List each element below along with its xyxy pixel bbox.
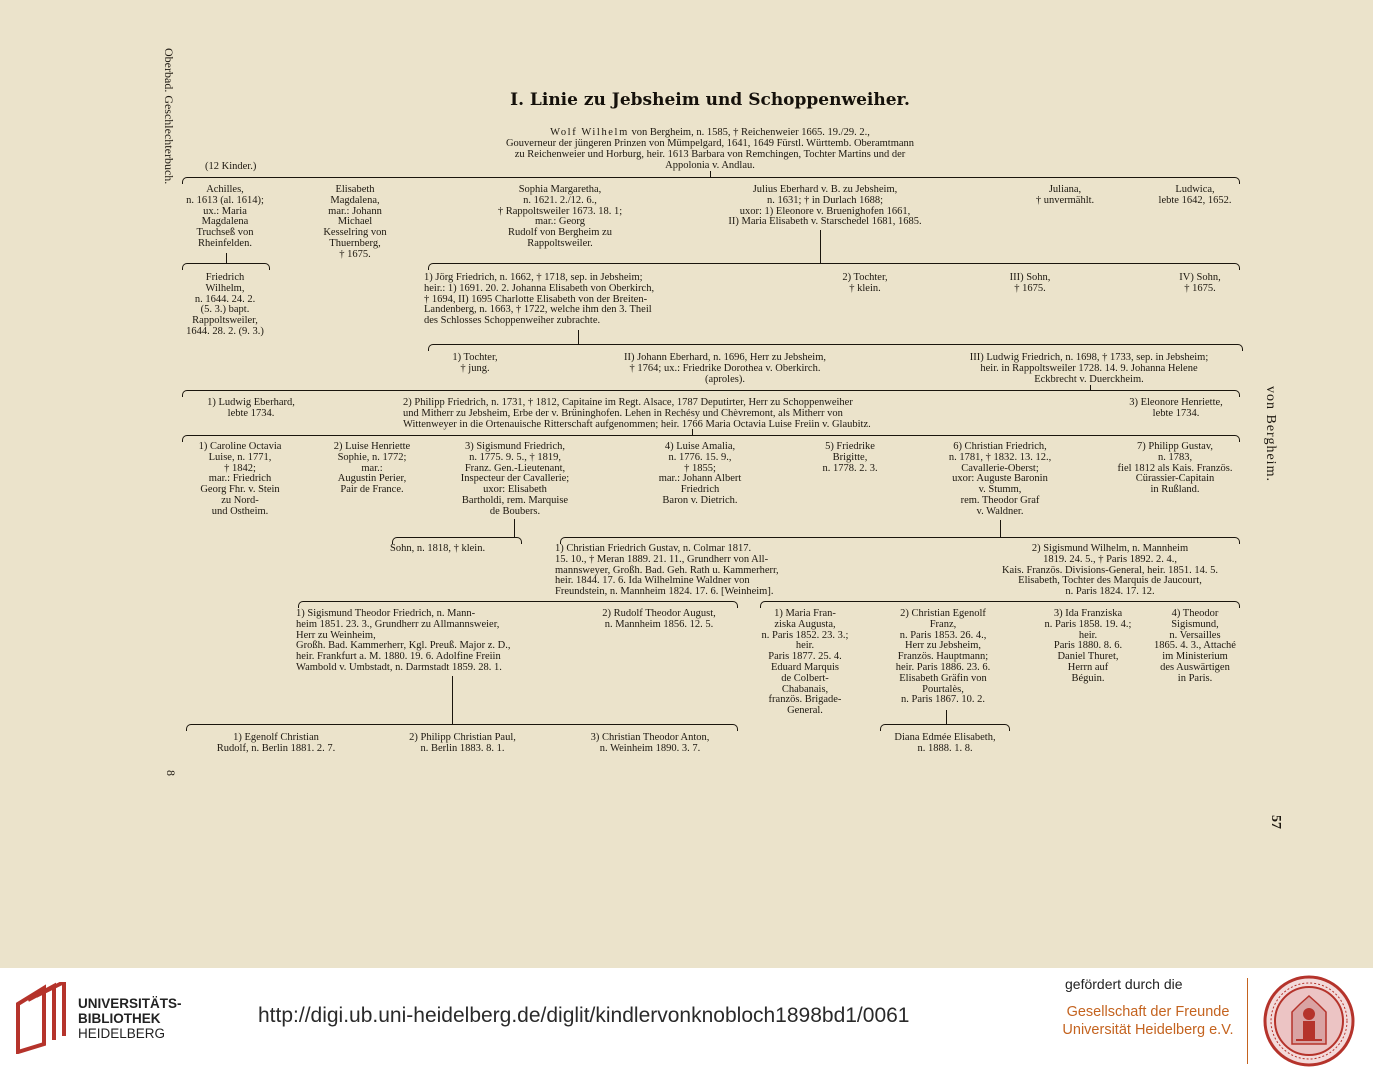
text-line: de Colbert- <box>781 672 829 684</box>
text-line: (aproles). <box>705 373 745 385</box>
bracket-gen2-left <box>182 263 270 270</box>
text-line: in Rußland. <box>1150 484 1200 496</box>
text-line: Truchseß von <box>196 227 254 239</box>
text-line: 1) Egenolf Christian <box>233 732 319 743</box>
text-line: † 1855; <box>684 462 716 474</box>
person-tochter-gen2 <box>815 273 915 295</box>
text-line: n. Paris 1852. 23. 3.; <box>761 629 849 641</box>
footer-divider <box>1247 978 1248 1064</box>
text-line: Augustin Perier, <box>337 473 407 485</box>
text-line: mar.: <box>361 462 383 474</box>
person-christian-theodor-anton <box>558 733 742 755</box>
text-line: 5) Friedrike <box>825 441 875 452</box>
text-line: de Boubers. <box>489 505 541 517</box>
text-line: n. 1781, † 1832. 13. 12., <box>948 451 1052 463</box>
text-line: II) Johann Eberhard, n. 1696, Herr zu Jebsheim, <box>623 352 827 363</box>
text-line: n. Versailles <box>1169 629 1221 641</box>
text-line: heir. 1844. 17. 6. Ida Wilhelmine Waldner von <box>555 575 750 587</box>
text-line: Diana Edmée Elisabeth, <box>894 732 996 743</box>
text-line: † 1694, II) 1695 Charlotte Elisabeth von der Breiten- <box>424 293 648 305</box>
text-line: Ludwica, <box>1175 184 1215 195</box>
text-line: Großh. Bad. Kammerherr, Kgl. Preuß. Major z. D., <box>296 640 511 652</box>
university-seal-icon <box>1262 974 1356 1068</box>
text-line: 3) Ida Franziska <box>1053 608 1123 619</box>
text-line: Freundstein, n. Mannheim 1824. 17. 6. [Weinheim]. <box>555 586 774 598</box>
text-line: Elisabeth, Tochter des Marquis de Jaucourt, <box>1018 575 1202 587</box>
permalink-url[interactable]: http://digi.ub.uni-heidelberg.de/diglit/kindlervonknobloch1898bd1/0061 <box>258 1004 910 1027</box>
text-line: in Paris. <box>1177 672 1213 684</box>
text-line: 2) Sigismund Wilhelm, n. Mannheim <box>1031 543 1189 554</box>
text-line: Wambold v. Umbstadt, n. Darmstadt 1859. 28. 1. <box>296 661 502 673</box>
person-ludwica <box>1140 185 1250 207</box>
connector <box>578 330 579 344</box>
person-sohn-iv <box>1150 273 1250 295</box>
text-line: Rudolf von Bergheim zu <box>508 227 612 239</box>
text-line: 1) Jörg Friedrich, n. 1662, † 1718, sep. in Jebsheim; <box>424 272 643 283</box>
connector <box>226 253 227 263</box>
person-achilles <box>165 185 285 250</box>
text-line: Rheinfelden. <box>198 237 252 249</box>
connector <box>946 710 947 724</box>
text-line: mar.: Georg <box>535 216 585 228</box>
text-line: 3) Eleonore Henriette, <box>1129 397 1223 408</box>
text-line: Cürassier-Capitain <box>1135 473 1215 485</box>
library-name-line-2: BIBLIOTHEK <box>78 1011 161 1026</box>
text-line: Béguin. <box>1071 672 1105 684</box>
text-line: n. Weinheim 1890. 3. 7. <box>599 742 701 754</box>
text-line: Sophia Margaretha, <box>518 184 602 195</box>
text-line: n. 1783, <box>1157 451 1193 463</box>
text-line: 3) Christian Theodor Anton, <box>590 732 710 743</box>
text-line: II) Maria Elisabeth v. Starschedel 1681, 1685. <box>728 216 922 228</box>
text-line: 4) Theodor <box>1171 608 1219 619</box>
text-line: 1819. 24. 5., † Paris 1892. 2. 4., <box>1043 553 1177 565</box>
connector <box>820 230 821 263</box>
text-line: n. 1776. 15. 9., <box>668 451 732 463</box>
text-line: 1) Caroline Octavia <box>198 441 282 452</box>
connector <box>1000 520 1001 537</box>
text-line: n. 1613 (al. 1614); <box>186 194 264 206</box>
text-line: Pair de France. <box>340 484 404 496</box>
text-line: † Rappoltsweiler 1673. 18. 1; <box>497 205 623 217</box>
person-luise-amalia <box>630 442 770 507</box>
right-running-head: von Bergheim. <box>1263 386 1278 482</box>
person-diana-edmee <box>870 733 1020 755</box>
text-line: Eckbrecht v. Duerckheim. <box>1034 373 1144 385</box>
bracket-gen3 <box>428 344 1243 351</box>
library-logo-icon <box>14 982 70 1054</box>
text-line: heir. <box>795 640 815 652</box>
bracket-gen2-right <box>428 263 1240 270</box>
bracket-gen8-left <box>186 724 738 731</box>
left-running-head: Oberbad. Geschlechterbuch. <box>162 48 176 185</box>
text-line: v. Stumm, <box>978 484 1022 496</box>
person-christian-egenolf <box>868 609 1018 706</box>
person-rudolf-theodor-august <box>578 609 740 631</box>
text-line: Achilles, <box>206 184 244 195</box>
text-line: n. Paris 1853. 26. 4., <box>899 629 987 641</box>
text-line: Elisabeth Gräfin von <box>899 672 987 684</box>
text-line: III) Sohn, <box>1009 272 1051 283</box>
text-line: uxor: 1) Eleonore v. Bruenighofen 1661, <box>739 205 911 217</box>
text-line: Julius Eberhard v. B. zu Jebsheim, <box>752 184 898 195</box>
text-line: † 1675. <box>1184 282 1216 294</box>
person-theodor-sigismund <box>1140 609 1250 685</box>
text-line: 2) Luise Henriette <box>333 441 411 452</box>
person-sigismund-theodor-friedrich <box>296 609 511 674</box>
library-name-line-3: HEIDELBERG <box>78 1026 166 1041</box>
sponsor-line-2: Universität Heidelberg e.V. <box>1062 1022 1234 1038</box>
text-line: Paris 1880. 8. 6. <box>1053 640 1123 652</box>
person-egenolf-christian <box>186 733 366 755</box>
page-number: 57 <box>1268 815 1283 829</box>
person-sohn-iii <box>980 273 1080 295</box>
text-line: Cavallerie-Oberst; <box>961 462 1039 474</box>
text-line: des Schlosses Schoppenweiher zubrachte. <box>424 315 601 327</box>
text-line: Franz, <box>929 618 957 630</box>
text-line: n. 1621. 2./12. 6., <box>523 194 597 206</box>
text-line: Brigitte, <box>832 451 868 463</box>
text-line: ziska Augusta, <box>774 618 836 630</box>
progenitor-name: Wolf Wilhelm <box>550 127 629 138</box>
person-philipp-christian-paul <box>380 733 545 755</box>
text-line: 1) Ludwig Eberhard, <box>207 397 295 408</box>
text-line: 1) Christian Friedrich Gustav, n. Colmar 1817. <box>555 543 752 554</box>
person-elisabeth-magdalena <box>296 185 414 261</box>
progenitor-line-2: Gouverneur der jüngeren Prinzen von Mümpelgard, 1641, 1649 Fürstl. Württemb. Oberamtmann <box>505 138 915 149</box>
text-line: 7) Philipp Gustav, <box>1136 441 1214 452</box>
text-line: Chabanais, <box>781 683 829 695</box>
text-line: und Ostheim. <box>211 505 269 517</box>
text-line: 4) Luise Amalia, <box>664 441 736 452</box>
text-line: Inspecteur der Cavallerie; <box>460 473 570 485</box>
text-line: n. 1778. 2. 3. <box>822 462 878 474</box>
text-line: v. Waldner. <box>976 505 1024 517</box>
text-line: IV) Sohn, <box>1179 272 1221 283</box>
text-line: mar.: Johann <box>328 205 382 217</box>
text-line: n. 1888. 1. 8. <box>917 742 973 754</box>
text-line: Rappoltsweiler. <box>527 237 593 249</box>
text-line: n. Paris 1824. 17. 12. <box>1065 586 1155 598</box>
text-line: Paris 1877. 25. 4. <box>768 651 842 663</box>
text-line: † 1764; ux.: Friedrike Dorothea v. Oberkirch. <box>629 362 821 374</box>
text-line: Wilhelm, <box>205 282 245 294</box>
person-christian-friedrich <box>920 442 1080 518</box>
text-line: 3) Sigismund Friedrich, <box>464 441 566 452</box>
text-line: Bartholdi, rem. Marquise <box>461 494 569 506</box>
person-friedrike-brigitte <box>795 442 905 474</box>
text-line: n. 1775. 9. 5., † 1819, <box>469 451 561 463</box>
text-line: Herr zu Jebsheim, <box>904 640 982 652</box>
person-luise-henriette <box>312 442 432 496</box>
progenitor-line-3: zu Reichenweier und Horburg, heir. 1613 Barbara von Remchingen, Tochter Martins und der <box>514 149 906 160</box>
person-julius-eberhard <box>680 185 970 228</box>
text-line: heir. Frankfurt a. M. 1880. 19. 6. Adolfine Freiin <box>296 651 501 663</box>
text-line: Sophie, n. 1772; <box>337 451 407 463</box>
text-line: Luise, n. 1771, <box>208 451 272 463</box>
text-line: zu Nord- <box>221 494 259 506</box>
text-line: n. 1631; † in Durlach 1688; <box>766 194 884 206</box>
text-line: 2) Rudolf Theodor August, <box>602 608 716 619</box>
person-tochter-gen3 <box>430 353 520 375</box>
text-line: III) Ludwig Friedrich, n. 1698, † 1733, sep. in Jebsheim; <box>969 352 1209 363</box>
sponsor-line-1: Gesellschaft der Freunde <box>1066 1004 1230 1020</box>
library-name-line-1: UNIVERSITÄTS- <box>78 996 182 1011</box>
text-line: Sigismund, <box>1171 618 1219 630</box>
text-line: Rappoltsweiler, <box>192 315 258 327</box>
text-line: fiel 1812 als Kais. Französ. <box>1117 462 1233 474</box>
text-line: heir. Paris 1886. 23. 6. <box>895 661 991 673</box>
connector <box>452 676 453 724</box>
text-line: Pourtalès, <box>922 683 964 695</box>
text-line: Friedrich <box>205 272 245 283</box>
text-line: † unvermählt. <box>1035 194 1095 206</box>
text-line: Landenberg, n. 1663, † 1722, welche ihm den 3. Theil <box>424 304 652 316</box>
text-line: Herrn auf <box>1067 661 1109 673</box>
text-line: 2) Christian Egenolf <box>900 608 986 619</box>
text-line: † jung. <box>460 362 490 374</box>
progenitor-line-4: Appolonia v. Andlau. <box>665 160 755 171</box>
progenitor-line-1-text: von Bergheim, n. 1585, † Reichenweier 1665. 19./29. 2., <box>628 127 870 138</box>
text-line: 2) Tochter, <box>842 272 888 283</box>
text-line: lebte 1642, 1652. <box>1158 194 1232 206</box>
text-line: mar.: Johann Albert <box>658 473 742 485</box>
person-ida-franziska <box>1028 609 1148 685</box>
text-line: 1644. 28. 2. (9. 3.) <box>186 325 264 337</box>
text-line: rem. Theodor Graf <box>960 494 1040 506</box>
person-sohn-1818: Sohn, n. 1818, † klein. <box>390 543 486 554</box>
text-line: Eduard Marquis <box>771 661 839 673</box>
text-line: Michael <box>337 216 373 228</box>
text-line: im Ministerium <box>1162 651 1228 663</box>
text-line: Magdalena <box>201 216 249 228</box>
text-line: Daniel Thuret, <box>1057 651 1119 663</box>
person-ludwig-eberhard <box>186 398 316 420</box>
text-line: General. <box>787 705 823 717</box>
text-line: 15. 10., † Meran 1889. 21. 11., Grundherr von All- <box>555 553 769 565</box>
bracket-gen4 <box>182 390 1240 397</box>
text-line: † 1842; <box>224 462 256 474</box>
text-line: des Auswärtigen <box>1160 661 1230 673</box>
person-philipp-friedrich <box>403 398 871 430</box>
text-line: französ. Brigade- <box>768 694 842 706</box>
person-juliana <box>1010 185 1120 207</box>
text-line: heir.: 1) 1691. 20. 2. Johanna Elisabeth von Oberkirch, <box>424 282 655 294</box>
text-line: n. Paris 1858. 19. 4.; <box>1044 618 1132 630</box>
person-friedrich-wilhelm <box>165 273 285 338</box>
text-line: Französ. Hauptmann; <box>897 651 989 663</box>
person-joerg-friedrich <box>424 273 654 327</box>
text-line: 1) Maria Fran- <box>774 608 836 619</box>
text-line: Herr zu Weinheim, <box>296 629 376 641</box>
text-line: uxor: Elisabeth <box>483 484 547 496</box>
text-line: † 1675. <box>339 248 371 260</box>
text-line: Thuernberg, <box>329 237 381 249</box>
text-line: mannsweyer, Großh. Bad. Geh. Rath u. Kammerherr, <box>555 564 779 576</box>
person-eleonore-henriette <box>1110 398 1242 420</box>
person-sophia-margaretha <box>470 185 650 250</box>
text-line: † 1675. <box>1014 282 1046 294</box>
text-line: n. 1644. 24. 2. <box>194 293 256 305</box>
sponsor-intro: gefördert durch die <box>1065 976 1183 992</box>
connector <box>514 519 515 537</box>
text-line: lebte 1734. <box>227 407 275 419</box>
text-line: heir. in Rappoltsweiler 1728. 14. 9. Johanna Helene <box>980 362 1198 374</box>
text-line: 6) Christian Friedrich, <box>953 441 1047 452</box>
text-line: Baron v. Dietrich. <box>662 494 738 506</box>
text-line: n. Berlin 1883. 8. 1. <box>420 742 505 754</box>
text-line: (5. 3.) bapt. <box>200 304 250 316</box>
person-philipp-gustav <box>1100 442 1250 496</box>
bracket-gen1 <box>182 177 1240 184</box>
bracket-gen7-right <box>760 601 1240 608</box>
person-sigismund-wilhelm <box>975 544 1245 598</box>
text-line: 1) Tochter, <box>452 352 498 363</box>
text-line: n. Mannheim 1856. 12. 5. <box>604 618 714 630</box>
text-line: Elisabeth <box>335 184 375 195</box>
text-line: Magdalena, <box>330 194 380 206</box>
text-line: Rudolf, n. Berlin 1881. 2. 7. <box>216 742 336 754</box>
person-sigismund-friedrich <box>440 442 590 518</box>
text-line: Franz. Gen.-Lieutenant, <box>464 462 566 474</box>
children-count: (12 Kinder.) <box>205 161 257 172</box>
text-line: Kesselring von <box>323 227 387 239</box>
text-line: Kais. Französ. Divisions-General, heir. 1851. 14. 5. <box>1001 564 1219 576</box>
person-ludwig-friedrich <box>930 353 1248 385</box>
text-line: mar.: Friedrich <box>208 473 272 485</box>
connector <box>710 171 711 178</box>
page-title: I. Linie zu Jebsheim und Schoppenweiher. <box>510 90 910 110</box>
text-line: n. Paris 1867. 10. 2. <box>901 694 985 706</box>
text-line: 2) Philipp Christian Paul, <box>409 732 516 743</box>
text-line: ux.: Maria <box>203 205 247 217</box>
person-caroline-octavia <box>180 442 300 518</box>
text-line: lebte 1734. <box>1152 407 1200 419</box>
text-line: heim 1851. 23. 3., Grundherr zu Allmannsweier, <box>296 618 500 630</box>
text-line: Wittenweyer in die Ortenauische Ritterschaft aufgenommen; heir. 1766 Maria Octavia Luise Freiin v. Glaubitz. <box>403 418 871 430</box>
person-maria-franziska <box>752 609 858 717</box>
person-johann-eberhard <box>580 353 870 385</box>
text-line: Juliana, <box>1048 184 1082 195</box>
bracket-gen8-right <box>880 724 1010 731</box>
bracket-gen7-left <box>298 601 738 608</box>
text-line: 2) Philipp Friedrich, n. 1731, † 1812, Capitaine im Regt. Alsace, 1787 Deputirter, Herr zu Schoppenweiher <box>403 397 853 408</box>
text-line: und Mitherr zu Jebsheim, Erbe der v. Brüninghofen. Lehen in Rechésy und Chèvremont, als Mitherr von <box>403 407 843 419</box>
person-christian-friedrich-gustav <box>555 544 779 598</box>
text-line: Friedrich <box>680 484 720 496</box>
text-line: heir. <box>1078 629 1098 641</box>
text-line: 1) Sigismund Theodor Friedrich, n. Mann- <box>296 608 476 619</box>
text-line: uxor: Auguste Baronin <box>952 473 1048 485</box>
left-folio: 8 <box>164 770 178 776</box>
text-line: † klein. <box>849 282 881 294</box>
text-line: 1865. 4. 3., Attaché <box>1154 640 1236 652</box>
text-line: Georg Fhr. v. Stein <box>200 484 280 496</box>
